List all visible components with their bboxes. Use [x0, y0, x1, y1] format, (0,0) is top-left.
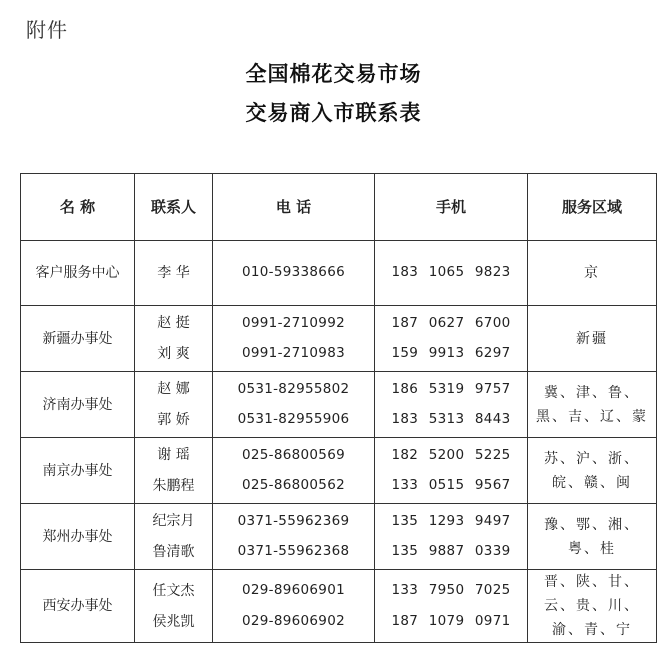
contact-name: 赵 挺	[157, 315, 190, 331]
phone-number: 0371-55962369	[237, 512, 350, 529]
mobile-number: 187 0627 6700	[391, 314, 511, 331]
service-region: 新疆	[528, 306, 657, 372]
mobile-number: 187 1079 0971	[391, 612, 511, 629]
contact-name: 朱鹏程	[152, 478, 195, 494]
contact-name: 李 华	[135, 241, 213, 306]
service-region: 晋、陕、甘、云、贵、川、渝、青、宁	[528, 570, 657, 643]
mobiles-cell	[375, 306, 528, 372]
contacts-cell	[135, 306, 213, 372]
contact-name: 纪宗月	[152, 513, 195, 529]
office-name: 客户服务中心	[21, 241, 135, 306]
contact-name: 谢 瑶	[157, 447, 190, 463]
phones-cell	[213, 372, 375, 438]
contact-name: 赵 娜	[157, 381, 190, 397]
office-name: 西安办事处	[21, 570, 135, 643]
mobiles-cell	[375, 438, 528, 504]
contacts-cell	[135, 438, 213, 504]
contact-name: 任文杰	[152, 582, 195, 599]
phone-number: 029-89606902	[242, 612, 345, 629]
mobiles-cell	[375, 570, 528, 643]
table-header-row	[21, 174, 657, 241]
attachment-label: 附件	[26, 18, 68, 42]
contacts-cell	[135, 504, 213, 570]
mobile-number: 186 5319 9757	[391, 380, 511, 397]
phone-number: 0991-2710983	[242, 345, 345, 361]
office-name: 新疆办事处	[21, 306, 135, 372]
header-region: 服务区域	[528, 174, 657, 241]
table-row	[21, 438, 657, 504]
phone-number: 025-86800569	[242, 446, 345, 463]
contact-name: 刘 爽	[157, 346, 190, 362]
header-mobile: 手机	[375, 174, 528, 241]
contact-name: 郭 娇	[157, 412, 190, 428]
service-region: 京	[528, 241, 657, 306]
contact-table	[20, 173, 657, 643]
mobile-number: 133 7950 7025	[391, 582, 511, 598]
phone-number: 0991-2710992	[242, 314, 345, 331]
mobile-number: 159 9913 6297	[391, 345, 511, 361]
phones-cell	[213, 504, 375, 570]
phone-number: 025-86800562	[242, 477, 345, 493]
mobile-number: 183 1065 9823	[375, 241, 528, 306]
office-name: 南京办事处	[21, 438, 135, 504]
title-line-1: 全国棉花交易市场	[245, 61, 422, 86]
phone-number: 0531-82955802	[237, 380, 350, 397]
phone-number: 0371-55962368	[237, 543, 350, 559]
table-row	[21, 372, 657, 438]
phone-number: 010-59338666	[213, 241, 375, 306]
mobile-number: 183 5313 8443	[391, 411, 511, 427]
service-region: 冀、津、鲁、黑、吉、辽、蒙	[528, 372, 657, 438]
contacts-cell	[135, 372, 213, 438]
phone-number: 029-89606901	[242, 582, 345, 598]
header-name: 名 称	[21, 174, 135, 241]
table-row	[21, 306, 657, 372]
mobiles-cell	[375, 504, 528, 570]
mobile-number: 135 1293 9497	[391, 512, 511, 529]
phones-cell	[213, 306, 375, 372]
phone-number: 0531-82955906	[237, 411, 350, 427]
header-contact: 联系人	[135, 174, 213, 241]
office-name: 郑州办事处	[21, 504, 135, 570]
service-region: 苏、沪、浙、皖、赣、闽	[528, 438, 657, 504]
mobile-number: 135 9887 0339	[391, 543, 511, 559]
contact-name: 侯兆凯	[152, 613, 195, 630]
office-name: 济南办事处	[21, 372, 135, 438]
contacts-cell	[135, 570, 213, 643]
contact-name: 鲁清歌	[152, 544, 195, 560]
mobiles-cell	[375, 372, 528, 438]
mobile-number: 133 0515 9567	[391, 477, 511, 493]
mobile-number: 182 5200 5225	[391, 446, 511, 463]
table-row	[21, 241, 657, 306]
table-row	[21, 504, 657, 570]
phones-cell	[213, 438, 375, 504]
service-region: 豫、鄂、湘、粤、桂	[528, 504, 657, 570]
phones-cell	[213, 570, 375, 643]
title-line-2: 交易商入市联系表	[245, 100, 422, 125]
table-row	[21, 570, 657, 643]
header-phone: 电 话	[213, 174, 375, 241]
